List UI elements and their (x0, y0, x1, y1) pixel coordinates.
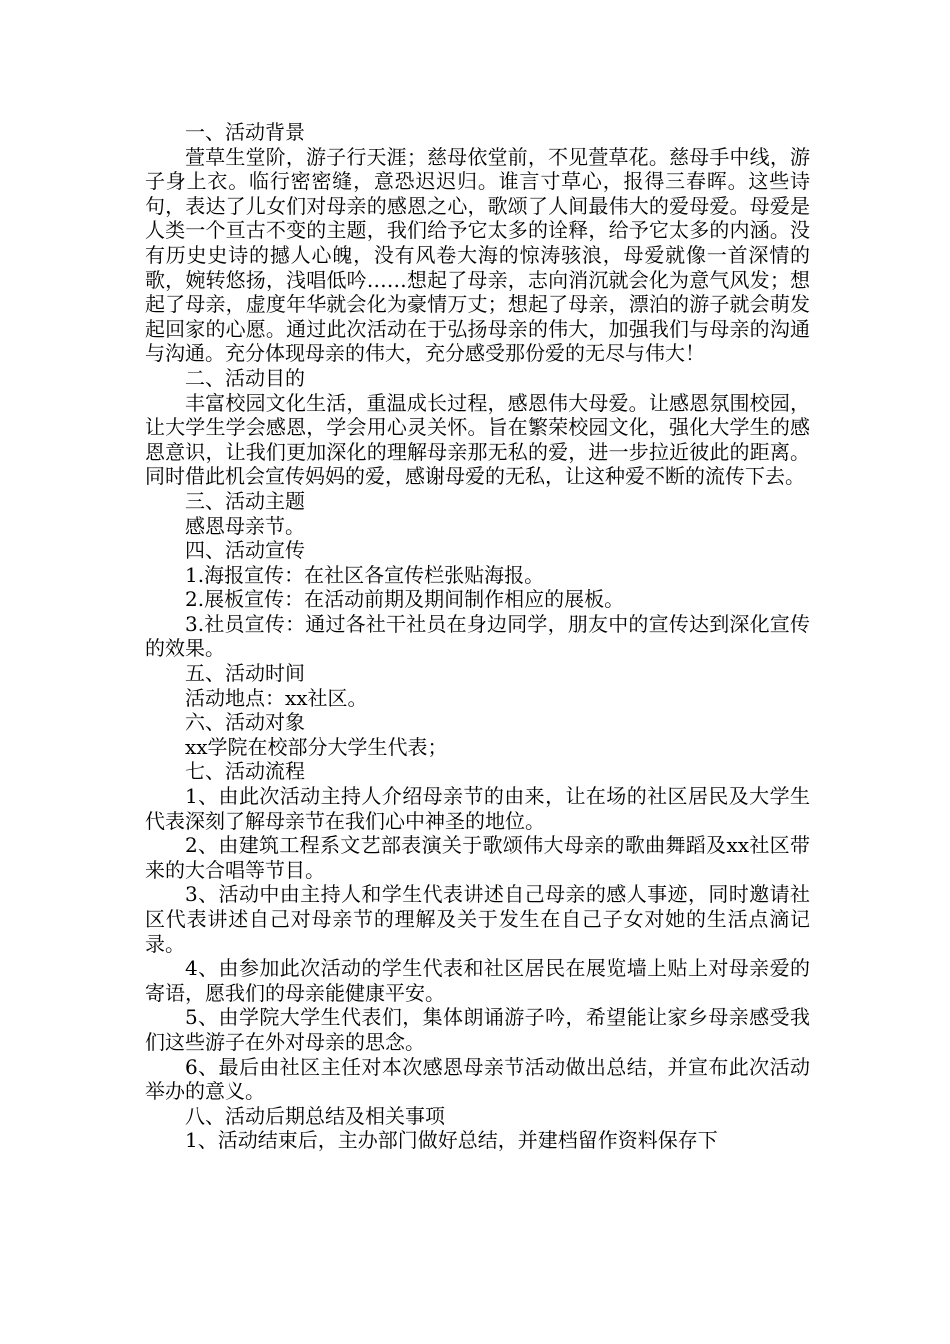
list-item-process-6: 6、最后由社区主任对本次感恩母亲节活动做出总结，并宣布此次活动举办的意义。 (145, 1054, 810, 1104)
paragraph-theme: 感恩母亲节。 (185, 513, 305, 538)
section-heading-summary: 八、活动后期总结及相关事项 (185, 1103, 445, 1128)
section-heading-background: 一、活动背景 (185, 120, 305, 144)
list-item-promotion-1: 1.海报宣传：在社区各宣传栏张贴海报。 (185, 562, 545, 587)
list-item-promotion-3: 3.社员宣传：通过各社干社员在身边同学，朋友中的宣传达到深化宣传的效果。 (145, 611, 810, 661)
section-heading-purpose: 二、活动目的 (185, 365, 305, 390)
list-item-process-4: 4、由参加此次活动的学生代表和社区居民在展览墙上贴上对母亲爱的寄语，愿我们的母亲能健康平安。 (145, 956, 810, 1005)
document-page (145, 120, 810, 1153)
list-item-promotion-2: 2.展板宣传：在活动前期及期间制作相应的展板。 (185, 587, 625, 612)
paragraph-location: 活动地点：xx社区。 (185, 685, 368, 710)
list-item-summary-1: 1、活动结束后，主办部门做好总结，并建档留作资料保存下 (185, 1128, 718, 1153)
paragraph-purpose: 丰富校园文化生活，重温成长过程，感恩伟大母爱。让感恩氛围校园，让大学生学会感恩，学会用心灵关怀。旨在繁荣校园文化，强化大学生的感恩意识，让我们更加深化的理解母亲那无私的爱，进一步拉近彼此的距离。同时借此机会宣传妈妈的爱，感谢母爱的无私，让这种爱不断的流传下去。 (145, 390, 810, 489)
paragraph-audience: xx学院在校部分大学生代表； (185, 734, 448, 759)
list-item-process-5: 5、由学院大学生代表们，集体朗诵游子吟，希望能让家乡母亲感受我们这些游子在外对母亲的思念。 (145, 1005, 810, 1054)
list-item-process-3: 3、活动中由主持人和学生代表讲述自己母亲的感人事迹，同时邀请社区代表讲述自己对母亲节的理解及关于发生在自己子女对她的生活点滴记录。 (145, 882, 810, 956)
section-heading-promotion: 四、活动宣传 (185, 538, 305, 563)
section-heading-theme: 三、活动主题 (185, 488, 305, 513)
list-item-process-1: 1、由此次活动主持人介绍母亲节的由来，让在场的社区居民及大学生代表深刻了解母亲节在我们心中神圣的地位。 (145, 784, 810, 833)
section-heading-time: 五、活动时间 (185, 661, 305, 686)
paragraph-background: 萱草生堂阶，游子行天涯；慈母依堂前，不见萱草花。慈母手中线，游子身上衣。临行密密缝，意恐迟迟归。谁言寸草心，报得三春晖。这些诗句，表达了儿女们对母亲的感恩之心，歌颂了人间最伟大的爱母爱。母爱是人类一个亘古不变的主题，我们给予它太多的诠释，给予它太多的内涵。没有历史史诗的撼人心魄，没有风卷大海的惊涛骇浪，母爱就像一首深情的歌，婉转悠扬，浅唱低吟……想起了母亲，志向消沉就会化为意气风发；想起了母亲，虚度年华就会化为豪情万丈；想起了母亲，漂泊的游子就会萌发起回家的心愿。通过此次活动在于弘扬母亲的伟大，加强我们与母亲的沟通与沟通。充分体现母亲的伟大，充分感受那份爱的无尽与伟大！ (145, 144, 810, 366)
section-heading-process: 七、活动流程 (185, 759, 305, 784)
section-heading-audience: 六、活动对象 (185, 710, 305, 735)
list-item-process-2: 2、由建筑工程系文艺部表演关于歌颂伟大母亲的歌曲舞蹈及xx社区带来的大合唱等节目。 (145, 833, 810, 882)
